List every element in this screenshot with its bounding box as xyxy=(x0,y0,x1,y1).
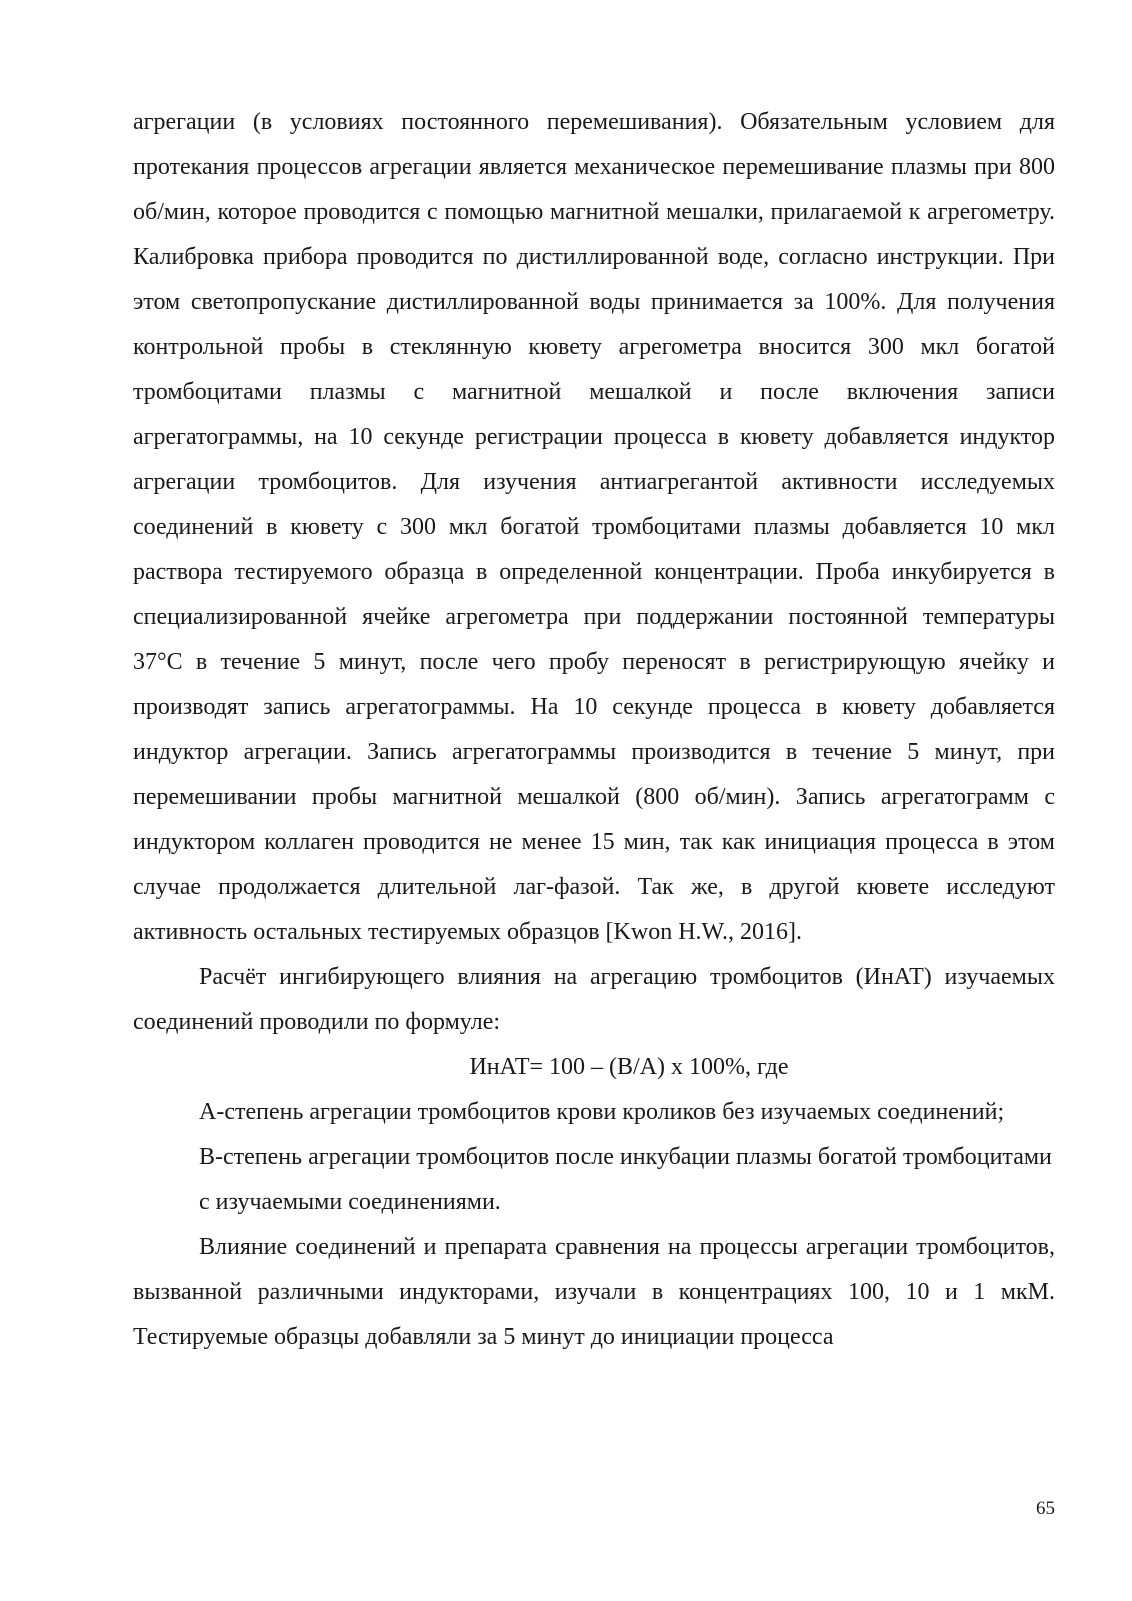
body-paragraph-formula-intro: Расчёт ингибирующего влияния на агрегацию тромбоцитов (ИнАТ) изучаемых соединений проводили по формуле: xyxy=(133,964,1055,1035)
body-paragraph-concentrations: Влияние соединений и препарата сравнения на процессы агрегации тромбоцитов, вызванной различными индукторами, изучали в концентрациях 100, 10 и 1 мкМ. Тестируемые образцы добавляли за 5 минут до инициации процесса xyxy=(133,1234,1055,1350)
definition-b: В-степень агрегации тромбоцитов после инкубации плазмы богатой тромбоцитами с изучаемыми соединениями. xyxy=(199,1144,1052,1215)
page-number: 65 xyxy=(1036,1498,1055,1519)
definition-a: А-степень агрегации тромбоцитов крови кроликов без изучаемых соединений; xyxy=(199,1099,1005,1125)
document-page xyxy=(133,100,1055,1360)
body-paragraph-aggregation-method: агрегации (в условиях постоянного перемешивания). Обязательным условием для протекания процессов агрегации является механическое перемешивание плазмы при 800 об/мин, которое проводится с помощью магнитной мешалки, прилагаемой к агрегометру. Калибровка прибора проводится по дистиллированной воде, согласно инструкции. При этом светопропускание дистиллированной воды принимается за 100%. Для получения контрольной пробы в стеклянную кювету агрегометра вносится 300 мкл богатой тромбоцитами плазмы с магнитной мешалкой и после включения записи агрегатограммы, на 10 секунде регистрации процесса в кювету добавляется индуктор агрегации тромбоцитов. Для изучения антиагрегантой активности исследуемых соединений в кювету с 300 мкл богатой тромбоцитами плазмы добавляется 10 мкл раствора тестируемого образца в определенной концентрации. Проба инкубируется в специализированной ячейке агрегометра при поддержании постоянной температуры 37°С в течение 5 минут, после чего пробу переносят в регистрирующую ячейку и производят запись агрегатограммы. На 10 секунде процесса в кювету добавляется индуктор агрегации. Запись агрегатограммы производится в течение 5 минут, при перемешивании пробы магнитной мешалкой (800 об/мин). Запись агрегатограмм с индуктором коллаген проводится не менее 15 мин, так как инициация процесса в этом случае продолжается длительной лаг-фазой. Так же, в другой кювете исследуют активность остальных тестируемых образцов [Kwon H.W., 2016]. xyxy=(133,109,1055,945)
formula: ИнАТ= 100 – (В/А) х 100%, где xyxy=(469,1054,789,1080)
